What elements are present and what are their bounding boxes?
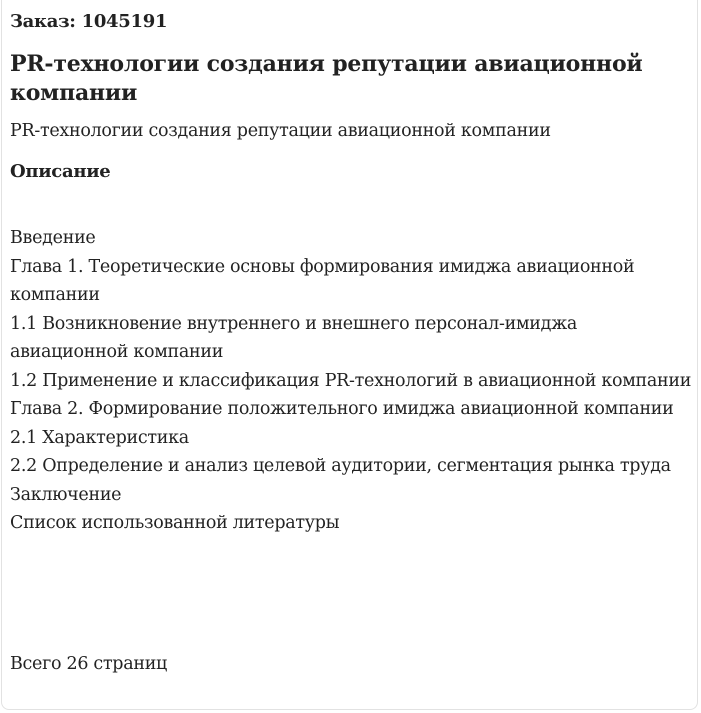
toc-item: Глава 2. Формирование положительного имиджа авиационной компании — [10, 399, 674, 419]
table-of-contents — [10, 224, 698, 538]
toc-item: Глава 1. Теоретические основы формирования имиджа авиационной компании — [10, 256, 635, 305]
toc-item: Введение — [10, 228, 96, 248]
toc-item: Список использованной литературы — [10, 513, 340, 533]
toc-item: 1.1 Возникновение внутреннего и внешнего персонал-имиджа авиационной компании — [10, 313, 578, 362]
order-card — [1, 0, 698, 710]
toc-item: 1.2 Применение и классификация PR-технологий в авиационной компании — [10, 370, 692, 391]
toc-item: 2.2 Определение и анализ целевой аудитории, сегментация рынка труда — [10, 456, 671, 476]
page-subtitle: PR-технологии создания репутации авиационной компании — [10, 121, 551, 141]
toc-item: Заключение — [10, 484, 122, 505]
toc-item: 2.1 Характеристика — [10, 427, 189, 448]
description-heading: Описание — [10, 161, 111, 182]
page-count: Всего 26 страниц — [10, 654, 168, 674]
order-number: Заказ: 1045191 — [10, 11, 168, 32]
page-title: PR-технологии создания репутации авиационной компании — [10, 51, 643, 106]
